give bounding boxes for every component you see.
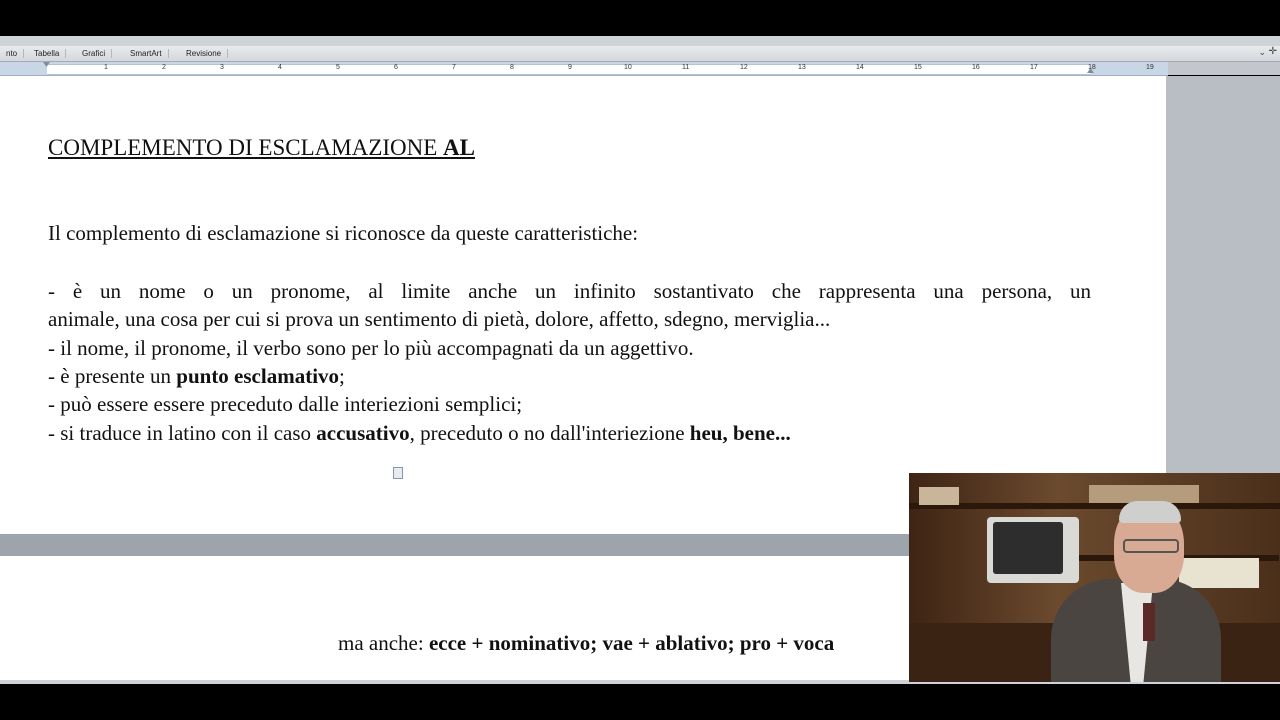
tab-revisione[interactable]: Revisione bbox=[180, 49, 228, 58]
ruler-number: 7 bbox=[452, 64, 456, 71]
ruler-number: 17 bbox=[1030, 64, 1038, 71]
presenter-glasses bbox=[1123, 539, 1179, 553]
ruler-number: 13 bbox=[798, 64, 806, 71]
ruler-number: 1 bbox=[104, 64, 108, 71]
chevron-down-icon[interactable]: ⌄ bbox=[1258, 47, 1266, 57]
presenter-hair bbox=[1119, 501, 1181, 523]
webcam-overlay bbox=[909, 473, 1280, 682]
bullet-line: - il nome, il pronome, il verbo sono per lo più accompagnati da un aggettivo. bbox=[48, 336, 694, 360]
ruler-gray-end bbox=[1168, 62, 1280, 75]
ruler-number: 6 bbox=[394, 64, 398, 71]
ruler-number: 15 bbox=[914, 64, 922, 71]
document-heading: COMPLEMENTO DI ESCLAMAZIONE AL bbox=[48, 135, 475, 160]
bullet-line: - può essere essere preceduto dalle interiezioni semplici; bbox=[48, 392, 523, 416]
tab-smartart[interactable]: SmartArt bbox=[124, 49, 169, 58]
ribbon-tab-bar bbox=[0, 46, 1280, 62]
bullet-line: - si traduce in latino con il caso accusativo, preceduto o no dall'interiezione heu, bene... bbox=[48, 421, 791, 445]
papers bbox=[1179, 558, 1259, 588]
left-indent-marker-icon[interactable] bbox=[43, 62, 50, 67]
presenter-tie bbox=[1143, 603, 1155, 641]
document-icon[interactable] bbox=[393, 467, 403, 479]
television-screen bbox=[993, 522, 1063, 574]
ruler-number: 18 bbox=[1088, 64, 1096, 71]
books bbox=[919, 487, 959, 505]
ruler-number: 11 bbox=[682, 64, 690, 71]
ruler-number: 9 bbox=[568, 64, 572, 71]
ruler-number: 16 bbox=[972, 64, 980, 71]
page2-line: ma anche: ecce + nominativo; vae + ablativo; pro + voca bbox=[338, 631, 835, 655]
gear-icon[interactable]: ✛ bbox=[1268, 46, 1277, 57]
bullet-line: - è presente un punto esclamativo; bbox=[48, 364, 345, 388]
ruler-number: 8 bbox=[510, 64, 514, 71]
ruler-number: 12 bbox=[740, 64, 748, 71]
ruler-number: 19 bbox=[1146, 64, 1154, 71]
intro-paragraph: Il complemento di esclamazione si riconosce da queste caratteristiche: bbox=[48, 221, 639, 245]
ruler-number: 3 bbox=[220, 64, 224, 71]
ruler-number: 2 bbox=[162, 64, 166, 71]
ruler-number: 4 bbox=[278, 64, 282, 71]
tab-tabella[interactable]: Tabella bbox=[28, 49, 66, 58]
ruler-number: 10 bbox=[624, 64, 632, 71]
ruler-number: 14 bbox=[856, 64, 864, 71]
tab-grafici[interactable]: Grafici bbox=[76, 49, 112, 58]
ruler-number: 5 bbox=[336, 64, 340, 71]
shelf bbox=[909, 503, 1280, 509]
document-page[interactable] bbox=[0, 76, 1166, 534]
bullet-line: animale, una cosa per cui si prova un sentimento di pietà, dolore, affetto, sdegno, merviglia... bbox=[48, 307, 831, 331]
horizontal-ruler[interactable] bbox=[0, 62, 1168, 76]
tab-partial[interactable]: nto bbox=[0, 49, 24, 58]
bullet-line: - è un nome o un pronome, al limite anche un infinito sostantivato che rappresenta una persona, un bbox=[48, 279, 1091, 303]
